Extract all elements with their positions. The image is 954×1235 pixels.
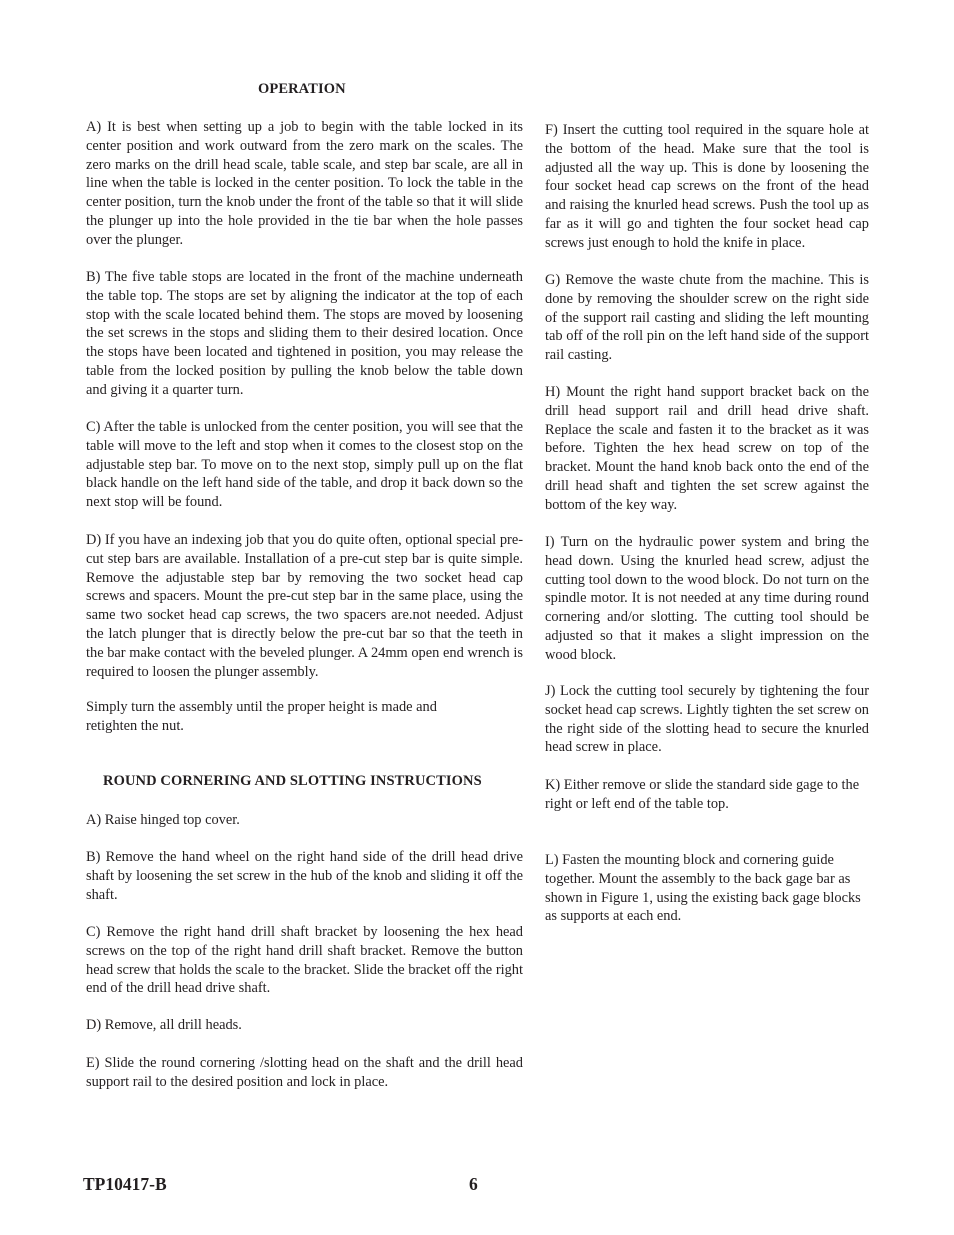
operation-step-b: B) The five table stops are located in the front of the machine underneath the table top. The stops are set by aligning the indicator at the top of each stop with the scale located behind them. The stops are moved by loosening the set screws in the stops and sliding them to their desired location. Once the stops have been located and tightened in position, you may release the table from the locked position by pulling the knob below the table down and giving it a quarter turn. [86, 269, 523, 398]
page-number: 6 [469, 1174, 478, 1194]
round-cornering-step-g: G) Remove the waste chute from the machine. This is done by removing the shoulder screw on the right side of the support rail casting and sliding the left mounting tab off of the roll pin on the left hand side of the support rail casting. [545, 272, 869, 364]
round-cornering-step-d: D) Remove, all drill heads. [86, 1017, 242, 1033]
round-cornering-step-j: J) Lock the cutting tool securely by tightening the four socket head cap screws. Lightly tighten the set screw on the right side of the slotting head to secure the knurled head screw in place. [545, 683, 869, 756]
round-cornering-step-h: H) Mount the right hand support bracket back on the drill head support rail and drill head drive shaft. Replace the scale and fasten it to the bracket as it was before. Tighten the hex head screw on top of the bracket. Mount the hand knob back onto the end of the drill head shaft and tighten the set screw against the bottom of the key way. [545, 384, 869, 513]
operation-heading: OPERATION [258, 81, 346, 97]
round-cornering-step-i: I) Turn on the hydraulic power system and bring the head down. Using the knurled head screw, adjust the cutting tool down to the wood block. Do not turn on the spindle motor. It is not needed at any time during round cornering and/or slotting. The cutting tool should be adjusted so that it makes a slight impression on the wood block. [545, 534, 869, 663]
round-cornering-step-b: B) Remove the hand wheel on the right hand side of the drill head drive shaft by loosening the set screw in the hub of the knob and sliding it off the shaft. [86, 849, 523, 903]
document-id: TP10417-B [83, 1174, 167, 1194]
operation-step-a: A) It is best when setting up a job to begin with the table locked in its center position and work outward from the zero mark on the scales. The zero marks on the drill head scale, table scale, and step bar scale, are all in line when the table is locked in the center position. To lock the table in the center position, turn the knob under the front of the table so that it will slide the plunger up into the hole provided in the tie bar when the hole passes over the plunger. [86, 119, 523, 248]
round-cornering-step-a: A) Raise hinged top cover. [86, 812, 240, 828]
round-cornering-step-f: F) Insert the cutting tool required in the square hole at the bottom of the head. Make sure that the tool is adjusted all the way up. This is done by loosening the four socket head cap screws on the front of the head and raising the knurled head screws. Push the tool up as far as it will go and tighten the four socket head cap screws just enough to hold the knife in place. [545, 122, 869, 251]
round-cornering-step-e: E) Slide the round cornering /slotting head on the shaft and the drill head support rail to the desired position and lock in place. [86, 1055, 523, 1090]
round-cornering-step-k: K) Either remove or slide the standard side gage to the right or left end of the table top. [545, 777, 860, 812]
round-cornering-heading: ROUND CORNERING AND SLOTTING INSTRUCTIONS [103, 773, 482, 789]
round-cornering-step-c: C) Remove the right hand drill shaft bracket by loosening the hex head screws on the top of the right hand drill shaft bracket. Remove the button head screw that holds the scale to the bracket. Slide the bracket off the right end of the drill head drive shaft. [86, 924, 523, 997]
round-cornering-step-l: L) Fasten the mounting block and cornering guide together. Mount the assembly to the back gage bar as shown in Figure 1, using the existing back gage blocks as supports at each end. [545, 852, 861, 925]
operation-step-c: C) After the table is unlocked from the center position, you will see that the table will move to the left and stop when it comes to the closest stop on the adjustable step bar. To move on to the next stop, simply pull up on the flat black handle on the left hand side of the table, and drop it back down so the next stop will be found. [86, 419, 523, 511]
operation-simply-note: Simply turn the assembly until the proper height is made and retighten the nut. [86, 699, 437, 734]
operation-step-d: D) If you have an indexing job that you do quite often, optional special pre-cut step bars are available. Installation of a pre-cut step bar is quite simple. Remove the adjustable step bar by removing the two socket head cap screws and spacers. Mount the pre-cut step bar in the same place, using the same two socket head cap screws, the two spacers are.not needed. Adjust the latch plunger that is directly below the pre-cut bar so that the teeth in the bar make contact with the beveled plunger. A 24mm open end wrench is required to loosen the plunger assembly. [86, 532, 523, 680]
